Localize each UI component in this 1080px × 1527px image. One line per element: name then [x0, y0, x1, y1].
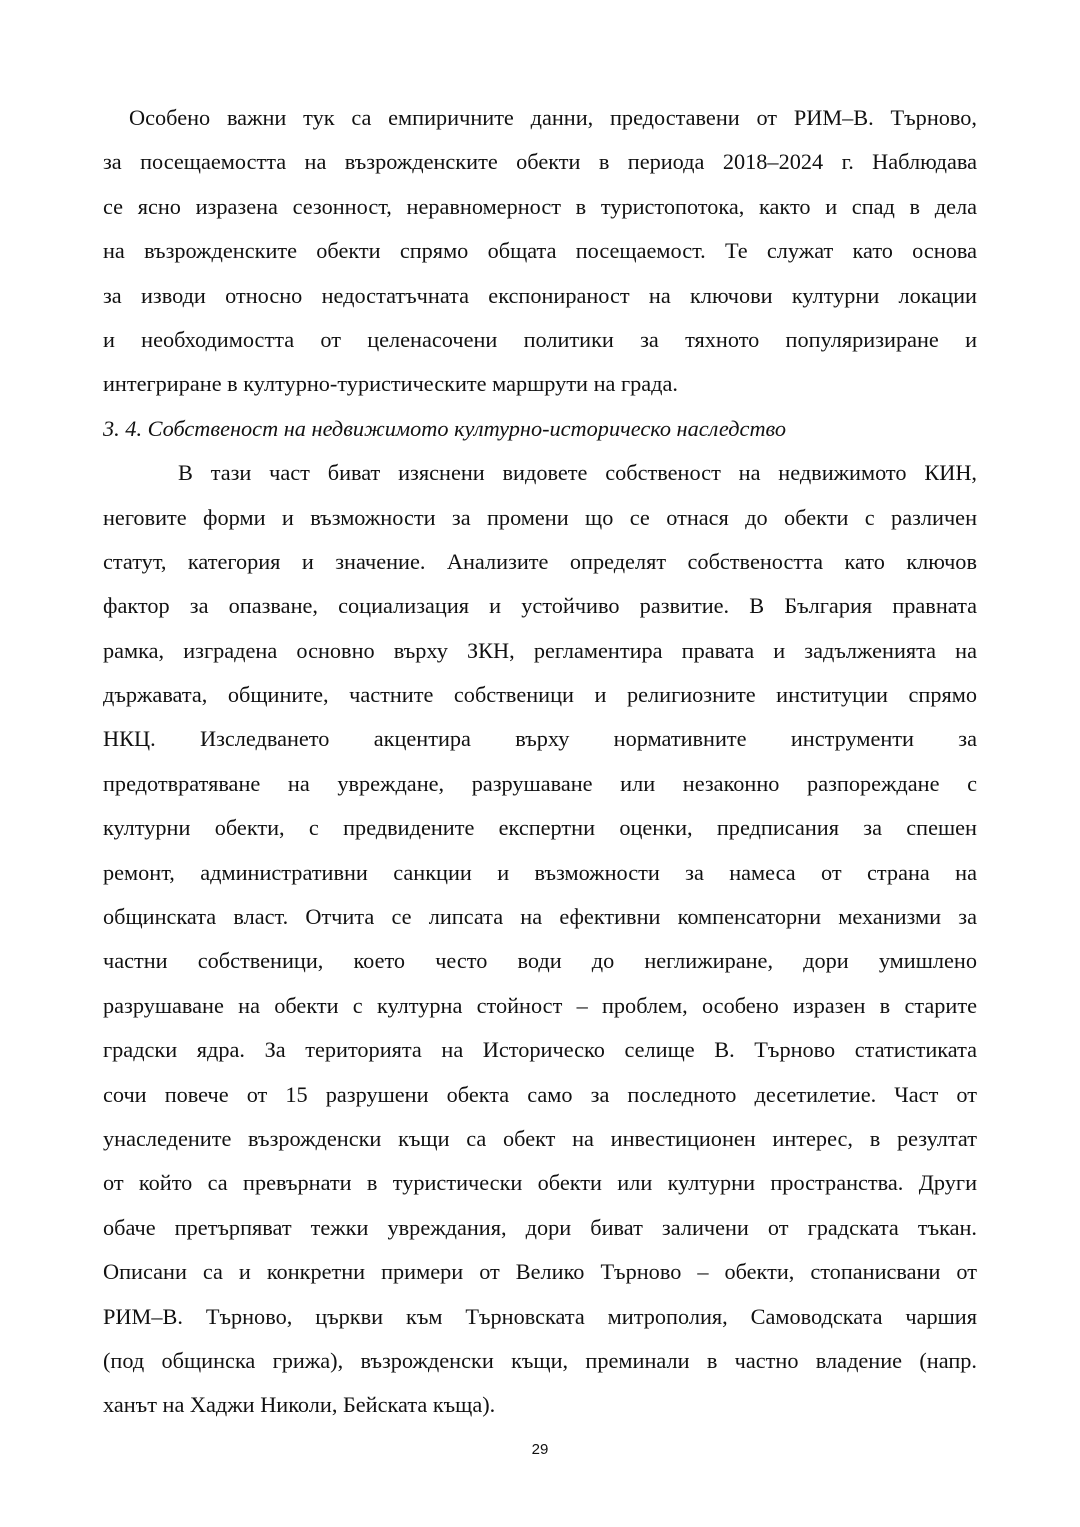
text-line: неговите форми и възможности за промени що се отнася до обекти с различен	[103, 504, 977, 530]
text-line: и необходимостта от целенасочени политики за тяхното популяризиране и	[103, 326, 977, 352]
text-line: се ясно изразена сезонност, неравномерност в туристопотока, както и спад в дела	[103, 193, 977, 219]
text-line: ремонт, административни санкции и възможности за намеса от страна на	[103, 859, 977, 885]
text-line: рамка, изградена основно върху ЗКН, регламентира правата и задълженията на	[103, 637, 977, 663]
text-line: за посещаемостта на възрожденските обекти в периода 2018–2024 г. Наблюдава	[103, 149, 977, 175]
text-line: от който са превърнати в туристически обекти или културни пространства. Други	[103, 1170, 977, 1196]
text-line: (под общинска грижа), възрожденски къщи, преминали в частно владение (напр.	[103, 1347, 977, 1373]
page-body	[103, 96, 977, 1428]
text-line: сочи повече от 15 разрушени обекта само за последното десетилетие. Част от	[103, 1081, 977, 1107]
text-line: културни обекти, с предвидените експертни оценки, предписания за спешен	[103, 815, 977, 841]
text-line: фактор за опазване, социализация и устойчиво развитие. В България правната	[103, 593, 977, 619]
text-line: частни собственици, което често води до неглижиране, дори умишлено	[103, 948, 977, 974]
text-line: предотвратяване на увреждане, разрушаване или незаконно разпореждане с	[103, 770, 977, 796]
text-line: Особено важни тук са емпиричните данни, предоставени от РИМ–В. Търново,	[129, 105, 977, 130]
text-line: държавата, общините, частните собственици и религиозните институции спрямо	[103, 682, 977, 708]
text-line: обаче претърпяват тежки увреждания, дори биват заличени от градската тъкан.	[103, 1214, 977, 1240]
text-line: В тази част биват изяснени видовете собственост на недвижимото КИН,	[178, 460, 977, 486]
text-line: ханът на Хаджи Николи, Бейската къща).	[103, 1392, 496, 1418]
text-line: за изводи относно недостатъчната експонираност на ключови културни локации	[103, 282, 977, 308]
text-line: НКЦ. Изследването акцентира върху нормативните инструменти за	[103, 726, 977, 752]
text-line: РИМ–В. Търново, църкви към Търновската митрополия, Самоводската чаршия	[103, 1303, 977, 1329]
paragraph-empirical-data	[103, 96, 977, 407]
text-line: Описани са и конкретни примери от Велико Търново – обекти, стопанисвани от	[103, 1259, 977, 1285]
text-line: интегриране в културно-туристическите маршрути на града.	[103, 371, 678, 397]
text-line: разрушаване на обекти с културна стойност – проблем, особено изразен в старите	[103, 992, 977, 1018]
text-line: градски ядра. За територията на Историческо селище В. Търново статистиката	[103, 1037, 977, 1063]
text-line: на възрожденските обекти спрямо общата посещаемост. Те служат като основа	[103, 238, 977, 264]
text-line: общинската власт. Отчита се липсата на ефективни компенсаторни механизми за	[103, 904, 977, 930]
page-number: 29	[531, 1441, 549, 1458]
text-line: унаследените възрожденски къщи са обект на инвестиционен интерес, в резултат	[103, 1125, 977, 1151]
paragraph-ownership	[103, 451, 977, 1428]
section-heading: 3. 4. Собственост на недвижимото културно-историческо наследство	[103, 415, 787, 441]
text-line: статут, категория и значение. Анализите определят собствеността като ключов	[103, 548, 977, 574]
